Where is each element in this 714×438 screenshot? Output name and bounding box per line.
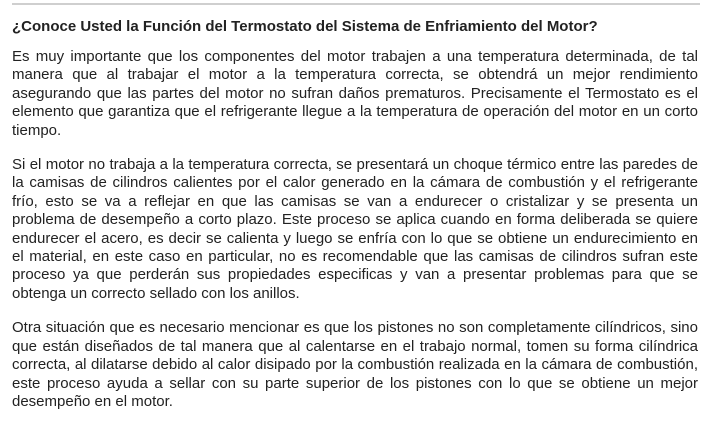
article-body	[12, 18, 698, 427]
top-divider	[12, 3, 700, 5]
paragraph-pistons: Otra situación que es necesario mencionar es que los pistones no son completamente cilíndricos, sino que están diseñados de tal manera que al calentarse en el trabajo normal, tomen su forma cilíndrica correcta, al dilatarse debido al calor disipado por la combustión realizada en la cámara de combustión, este proceso ayuda a sellar con su parte superior de los pistones con lo que se obtiene un mejor desempeño en el motor.	[12, 319, 698, 410]
paragraph-intro: Es muy importante que los componentes del motor trabajen a una temperatura determinada, de tal manera que al trabajar el motor a la temperatura correcta, se obtendrá un mejor rendimiento asegurando que las partes del motor no sufran daños prematuros. Precisamente el Termostato es el elemento que garantiza que el refrigerante llegue a la temperatura de operación del motor en un corto tiempo.	[12, 48, 698, 139]
paragraph-thermal-shock: Si el motor no trabaja a la temperatura correcta, se presentará un choque térmico entre las paredes de la camisas de cilindros calientes por el calor generado en la cámara de combustión y el refrigerante frío, esto se va a reflejar en que las camisas se van a endurecer o cristalizar y se presenta un problema de desempeño a corto plazo. Este proceso se aplica cuando en forma deliberada se quiere endurecer el acero, es decir se calienta y luego se enfría con lo que se obtiene un endurecimiento en el material, en este caso en particular, no es recomendable que las camisas de cilindros sufran este proceso ya que perderán sus propiedades especificas y van a presentar problemas para que se obtenga un correcto sellado con los anillos.	[12, 156, 698, 302]
article-title: ¿Conoce Usted la Función del Termostato del Sistema de Enfriamiento del Motor?	[12, 18, 598, 35]
